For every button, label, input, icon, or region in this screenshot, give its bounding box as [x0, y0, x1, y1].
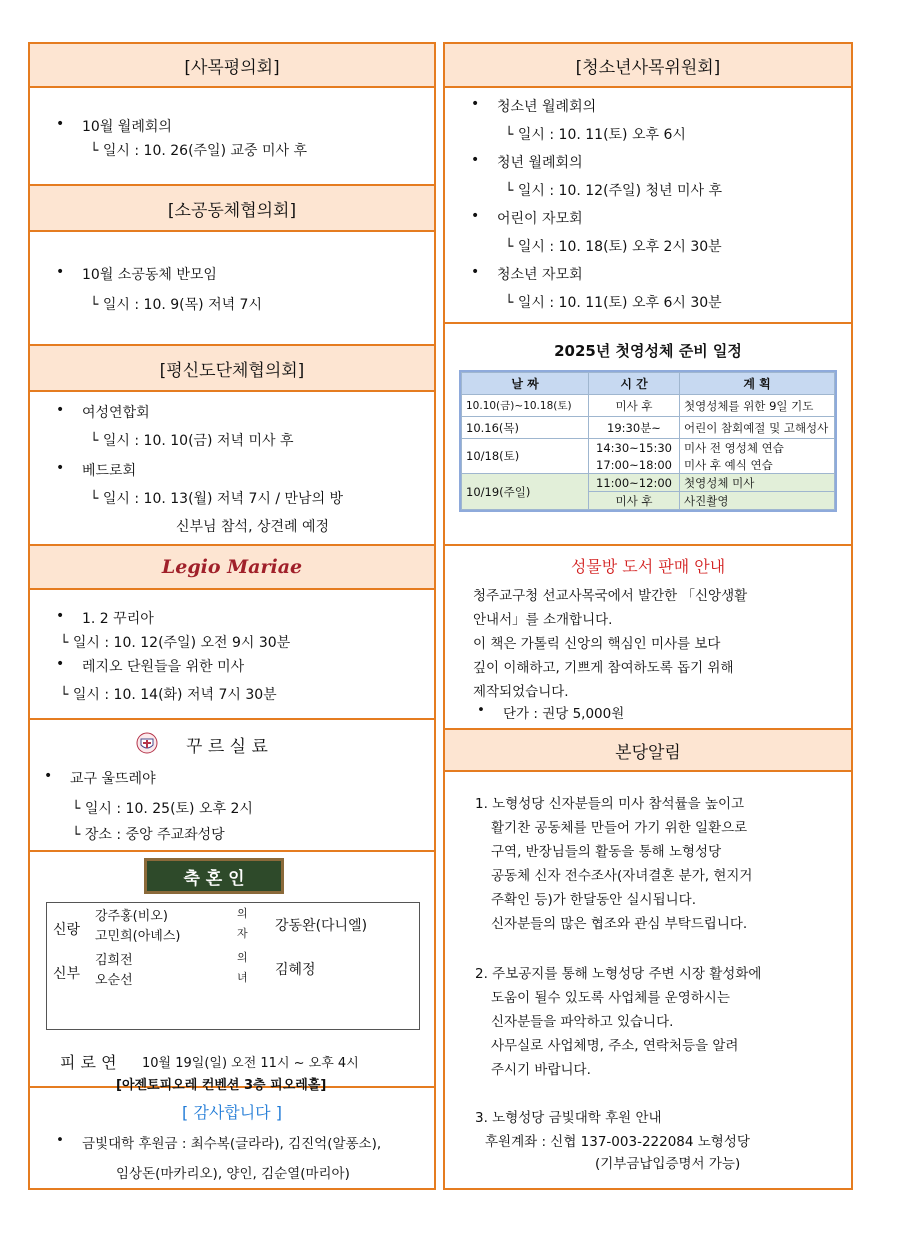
parish-notice-title: 본당알림: [615, 742, 681, 763]
table-cell: 10/18(토): [462, 439, 589, 474]
legio-mariae-title: Legio Mariae: [161, 556, 303, 578]
notice-line: 3. 노형성당 금빛대학 후원 안내: [475, 1110, 662, 1126]
pastoral-council-section: [30, 88, 434, 186]
notice-line: 후원계좌 : 신협 137-003-222084 노형성당: [485, 1134, 750, 1150]
notice-line: 공동체 신자 전수조사(자녀결혼 분가, 현지거: [491, 868, 753, 884]
list-item-detail: 신부님 참석, 상견례 예정: [176, 519, 330, 535]
bookstore-text-line: 제작되었습니다.: [473, 684, 569, 700]
table-cell: 미사 후: [589, 492, 680, 510]
table-row: [462, 417, 835, 439]
table-cell: 10.16(목): [462, 417, 589, 439]
right-column: [443, 42, 853, 1190]
notice-line: 주시기 바랍니다.: [491, 1062, 591, 1078]
notice-line: 구역, 반장님들의 활동을 통해 노형성당: [491, 844, 722, 860]
bookstore-text-line: 안내서」를 소개합니다.: [473, 612, 613, 628]
column-header: 계 획: [680, 373, 835, 395]
cursillo-emblem-icon: [136, 732, 158, 754]
cursillo-section: [30, 720, 434, 852]
bookstore-section: [445, 546, 851, 730]
list-item-detail: └ 일시 : 10. 14(화) 저녁 7시 30분: [60, 687, 277, 703]
wedding-title-board: [144, 858, 284, 894]
table-row: [462, 474, 835, 492]
schedule-table-frame: [459, 370, 837, 512]
groom-relation-ui: 의: [237, 907, 248, 920]
first-communion-section: [445, 324, 851, 546]
notice-line: 사무실로 사업체명, 주소, 연락처등을 알려: [491, 1038, 739, 1054]
list-item-detail: └ 일시 : 10. 11(토) 오후 6시: [505, 127, 686, 143]
legio-section: [30, 590, 434, 720]
list-item-detail: └ 일시 : 10. 12(주일) 오전 9시 30분: [60, 635, 291, 651]
groom-name: 강동완(다니엘): [275, 918, 368, 934]
list-item: • 교구 울뜨레야: [70, 768, 156, 788]
list-item-detail: └ 일시 : 10. 9(목) 저녁 7시: [90, 297, 262, 313]
bookstore-title: 성물방 도서 판매 안내: [570, 557, 726, 576]
list-item: • 베드로회: [82, 460, 136, 480]
list-item-detail: └ 일시 : 10. 18(토) 오후 2시 30분: [505, 239, 722, 255]
bookstore-text-line: 청주교구청 선교사목국에서 발간한 「신앙생활: [473, 588, 748, 604]
table-cell: 미사 후: [589, 395, 680, 417]
notice-line: 활기찬 공동체를 만들어 가기 위한 일환으로: [491, 820, 748, 836]
table-cell: 미사 후 예식 연습: [680, 456, 835, 474]
list-item: • 청소년 월례회의: [497, 96, 596, 116]
column-header: 날 짜: [462, 373, 589, 395]
groom-parent-mother: 고민희(아녜스): [95, 929, 181, 944]
bookstore-price: • 단가 : 권당 5,000원: [503, 702, 624, 722]
bookstore-text-line: 이 책은 가톨릭 신앙의 핵심인 미사를 보다: [473, 636, 721, 652]
youth-committee-header: [445, 44, 851, 88]
list-item: • 어린이 자모회: [497, 208, 583, 228]
bookstore-text-line: 깊이 이해하고, 기쁘게 참여하도록 돕기 위해: [473, 660, 734, 676]
list-item-detail: └ 일시 : 10. 13(월) 저녁 7시 / 만남의 방: [90, 491, 344, 507]
bride-relation-nyeo: 녀: [237, 971, 248, 984]
bride-relation-ui: 의: [237, 951, 248, 964]
wedding-section: [30, 852, 434, 1093]
bride-parent-father: 김희전: [95, 953, 133, 968]
table-cell: 사진촬영: [680, 492, 835, 510]
table-cell: 10/19(주일): [462, 474, 589, 510]
list-item-detail: └ 일시 : 10. 10(금) 저녁 미사 후: [90, 433, 294, 449]
thanks-title: [ 감사합니다 ]: [182, 1103, 282, 1122]
groom-label: 신랑: [53, 922, 81, 938]
cursillo-title: 꾸 르 실 료: [186, 737, 268, 757]
small-community-section: [30, 232, 434, 346]
table-cell: 미사 전 영성체 연습: [680, 439, 835, 457]
notice-line: 도움이 될수 있도록 사업체를 운영하시는: [491, 990, 730, 1006]
wedding-info-box: [46, 902, 420, 1030]
table-header-row: [462, 373, 835, 395]
parish-notice-header: [445, 730, 851, 772]
table-cell: 17:00~18:00: [589, 456, 680, 474]
list-item: • 10월 소공동체 반모임: [82, 264, 217, 284]
list-item: • 여성연합회: [82, 402, 150, 422]
table-cell: 10.10(금)~10.18(토): [462, 395, 589, 417]
table-row: [462, 395, 835, 417]
schedule-table: [461, 372, 835, 510]
wedding-title: 축 혼 인: [183, 868, 245, 889]
table-cell: 19:30분~: [589, 417, 680, 439]
reception-time: 10월 19일(일) 오전 11시 ~ 오후 4시: [142, 1056, 359, 1071]
bride-name: 김혜정: [275, 962, 316, 978]
bride-label: 신부: [53, 966, 81, 982]
list-item: • 10월 월례회의: [82, 116, 172, 136]
small-community-title: [소공동체협의회]: [167, 200, 297, 221]
first-communion-title: 2025년 첫영성체 준비 일정: [554, 342, 742, 360]
reception-label: 피 로 연: [60, 1053, 117, 1072]
parish-notice-body: [445, 772, 851, 1188]
thanks-line-2: 임상돈(마카리오), 양인, 김순열(마리아): [116, 1166, 350, 1182]
notice-line: 주확인 등)가 한달동안 실시됩니다.: [491, 892, 697, 908]
left-column: [28, 42, 436, 1190]
pastoral-council-title: [사목평의회]: [184, 57, 280, 78]
table-cell: 어린이 참회예절 및 고해성사: [680, 417, 835, 439]
list-item: • 1. 2 꾸리아: [82, 608, 154, 628]
notice-line: 신자분들을 파악하고 있습니다.: [491, 1014, 674, 1030]
list-item-detail: └ 일시 : 10. 11(토) 오후 6시 30분: [505, 295, 722, 311]
groom-relation-ja: 자: [237, 927, 248, 940]
small-community-header: [30, 186, 434, 232]
lay-council-title: [평신도단체협의회]: [159, 360, 305, 381]
notice-line: (기부금납입증명서 가능): [595, 1156, 741, 1172]
pastoral-council-header: [30, 44, 434, 88]
list-item: • 청소년 자모회: [497, 264, 583, 284]
youth-committee-section: [445, 88, 851, 324]
lay-council-section: [30, 392, 434, 546]
reception-place: [아젠토피오레 컨벤션 3층 피오레홀]: [116, 1078, 327, 1093]
list-item-detail: └ 일시 : 10. 12(주일) 청년 미사 후: [505, 183, 723, 199]
list-item: • 레지오 단원들을 위한 미사: [82, 656, 244, 676]
table-cell: 14:30~15:30: [589, 439, 680, 457]
thanks-line-1: • 금빛대학 후원금 : 최수복(글라라), 김진억(알퐁소),: [82, 1132, 381, 1152]
list-item-detail: └ 일시 : 10. 26(주일) 교중 미사 후: [90, 143, 308, 159]
list-item-detail: └ 장소 : 중앙 주교좌성당: [72, 827, 225, 843]
list-item: • 청년 월례회의: [497, 152, 583, 172]
bride-parent-mother: 오순선: [95, 973, 133, 988]
table-cell: 첫영성체를 위한 9일 기도: [680, 395, 835, 417]
notice-line: 2. 주보공지를 통해 노형성당 주변 시장 활성화에: [475, 966, 762, 982]
table-row: [462, 439, 835, 457]
youth-committee-title: [청소년사목위원회]: [575, 57, 721, 78]
table-cell: 11:00~12:00: [589, 474, 680, 492]
column-header: 시 간: [589, 373, 680, 395]
notice-line: 신자분들의 많은 협조와 관심 부탁드립니다.: [491, 916, 748, 932]
list-item-detail: └ 일시 : 10. 25(토) 오후 2시: [72, 801, 253, 817]
notice-line: 1. 노형성당 신자분들의 미사 참석률을 높이고: [475, 796, 745, 812]
legio-mariae-header: [30, 546, 434, 590]
table-cell: 첫영성체 미사: [680, 474, 835, 492]
groom-parent-father: 강주홍(비오): [95, 909, 168, 924]
lay-council-header: [30, 346, 434, 392]
